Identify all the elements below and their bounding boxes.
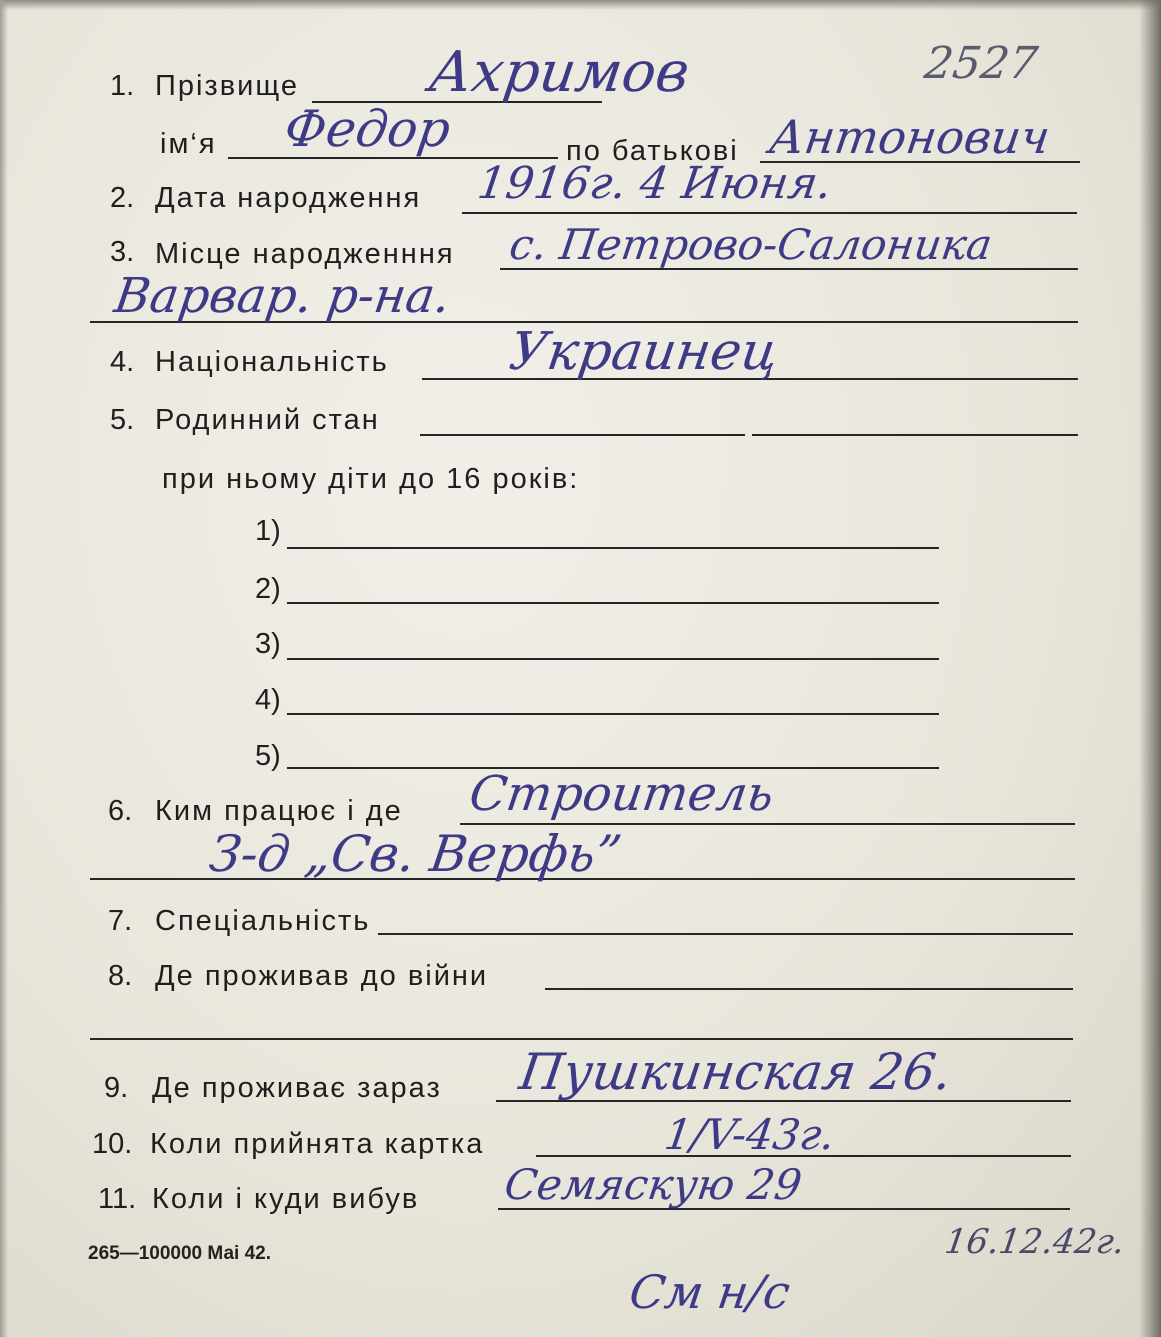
surname-value: Ахримов xyxy=(425,40,694,105)
child-line-2 xyxy=(287,602,939,604)
marital-status-label: Родинний стан xyxy=(155,404,380,436)
departed-value: Семяскую 29 xyxy=(501,1160,805,1209)
nationality-label: Національність xyxy=(155,346,389,378)
paper-edge-right xyxy=(1139,0,1161,1337)
current-residence-label: Де проживає зараз xyxy=(152,1072,442,1104)
patronymic-value: Антонович xyxy=(766,110,1054,164)
prewar-residence-line-2 xyxy=(90,1038,1073,1040)
print-run-footer: 265—100000 Маі 42. xyxy=(88,1243,271,1264)
field-number-11: 11. xyxy=(98,1183,137,1215)
child-line-4 xyxy=(287,713,939,715)
reference-note: См н/с xyxy=(626,1265,794,1319)
prewar-residence-label: Де проживав до війни xyxy=(155,960,489,992)
birth-date-value: 1916г. 4 Июня. xyxy=(474,158,835,209)
surname-label: Прізвище xyxy=(155,70,299,102)
paper-edge-left xyxy=(0,0,8,1337)
nationality-value: Украинец xyxy=(505,322,782,382)
current-residence-value: Пушкинская 26. xyxy=(515,1043,956,1101)
first-name-value: Федор xyxy=(280,100,454,158)
field-number-4: 4. xyxy=(110,346,135,378)
child-number-3: 3) xyxy=(255,628,281,660)
departed-date: 16.12.42г. xyxy=(942,1222,1128,1262)
birth-date-line xyxy=(462,212,1077,214)
birthplace-value-1: с. Петрово-Салоника xyxy=(506,220,996,269)
field-number-6: 6. xyxy=(108,795,133,827)
birthplace-value-2: Варвар. р-на. xyxy=(111,268,454,324)
field-number-2: 2. xyxy=(110,182,135,214)
field-number-10: 10. xyxy=(92,1128,133,1160)
children-label: при ньому діти до 16 років: xyxy=(162,463,580,495)
birthplace-label: Місце народженння xyxy=(155,238,455,270)
child-line-3 xyxy=(287,658,939,660)
first-name-label: ім‘я xyxy=(160,128,217,160)
child-number-4: 4) xyxy=(255,684,281,716)
child-number-2: 2) xyxy=(255,573,281,605)
card-number: 2527 xyxy=(921,38,1041,89)
card-accepted-value: 1/V-43г. xyxy=(661,1110,839,1159)
patronymic-label: по батькові xyxy=(566,135,739,167)
field-number-5: 5. xyxy=(110,404,135,436)
birth-date-label: Дата народження xyxy=(155,182,422,214)
field-number-7: 7. xyxy=(108,905,133,937)
child-number-5: 5) xyxy=(255,740,281,772)
child-line-1 xyxy=(287,547,939,549)
workplace-value-1: Строитель xyxy=(466,766,778,822)
field-number-9: 9. xyxy=(104,1072,129,1104)
departed-label: Коли і куди вибув xyxy=(152,1183,420,1215)
field-number-8: 8. xyxy=(108,960,133,992)
prewar-residence-line-1 xyxy=(545,988,1073,990)
specialty-line xyxy=(378,933,1073,935)
field-number-1: 1. xyxy=(110,70,135,102)
marital-status-line-a xyxy=(420,434,745,436)
field-number-3: 3. xyxy=(110,236,135,268)
workplace-value-2: З-д „Св. Верфь” xyxy=(205,825,626,883)
marital-status-line-b xyxy=(752,434,1078,436)
child-number-1: 1) xyxy=(255,515,281,547)
workplace-label: Ким працює і де xyxy=(155,795,403,827)
specialty-label: Спеціальність xyxy=(155,905,371,937)
paper-edge-top xyxy=(0,0,1161,10)
card-accepted-label: Коли прийнята картка xyxy=(150,1128,485,1160)
